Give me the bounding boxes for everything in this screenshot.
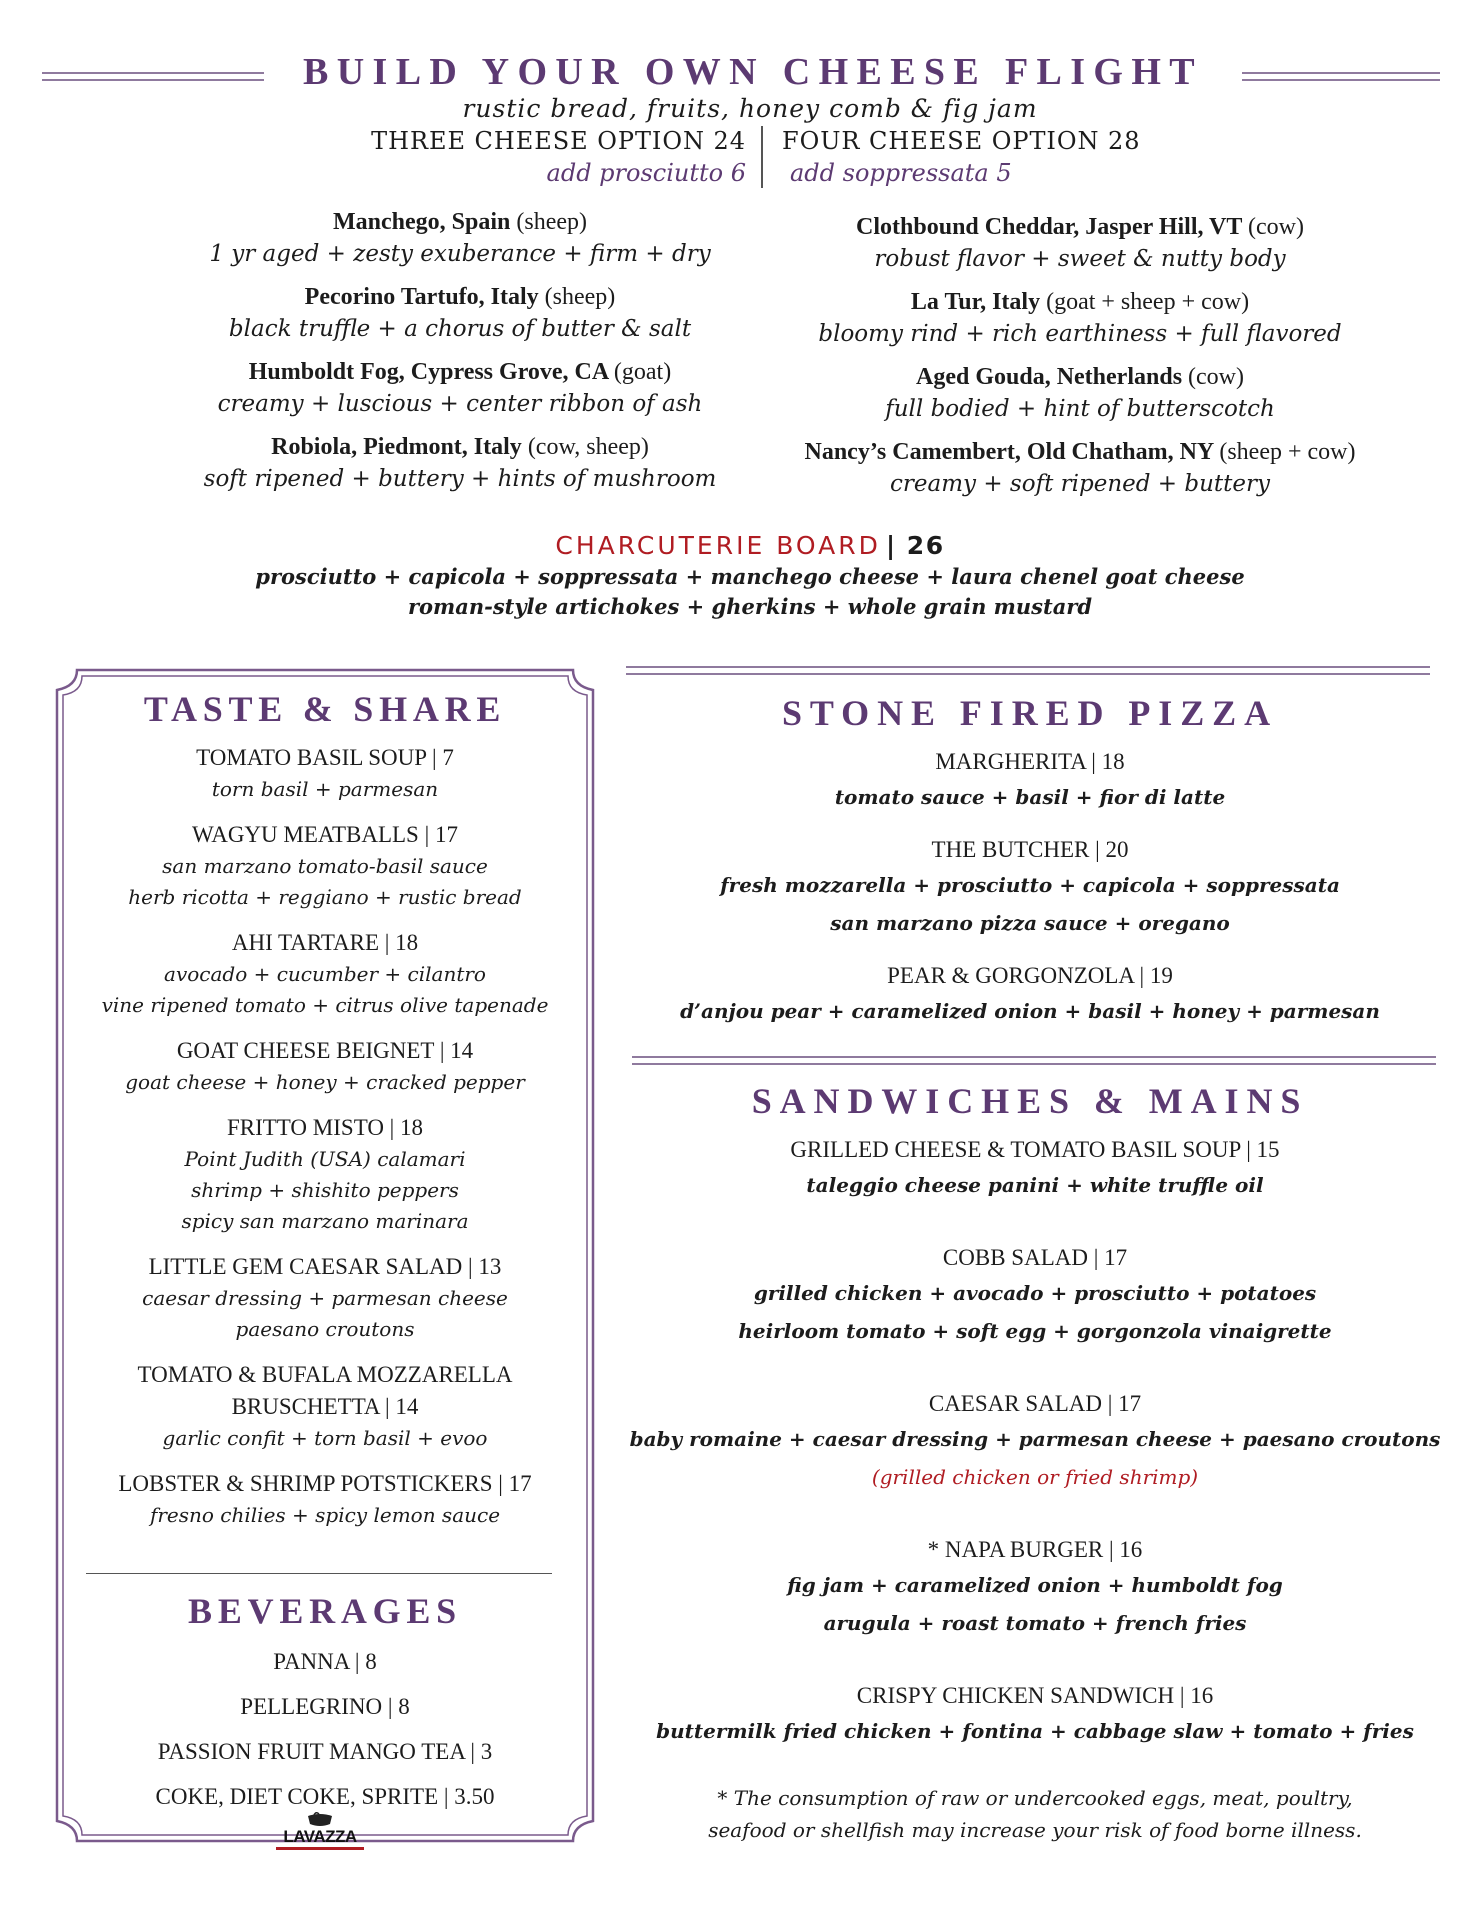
menu-item (65, 927, 585, 1021)
item-name: LITTLE GEM CAESAR SALAD | 13 (148, 1254, 502, 1279)
charcuterie-title: CHARCUTERIE BOARD (555, 531, 881, 560)
item-desc: taleggio cheese panini + white truffle oil (806, 1173, 1264, 1197)
item-desc: shrimp + shishito peppers (191, 1178, 459, 1202)
cheese-item (740, 286, 1420, 350)
cheese-title: Pecorino Tartufo, Italy (304, 284, 539, 310)
item-name: AHI TARTARE | 18 (231, 930, 419, 955)
cheese-desc: creamy + soft ripened + buttery (890, 471, 1270, 497)
cheese-desc: 1 yr aged + zesty exuberance + firm + dry (209, 241, 711, 267)
beverage-name: PASSION FRUIT MANGO TEA | 3 (157, 1739, 493, 1764)
menu-item (65, 1468, 585, 1531)
beverage-item (65, 1781, 585, 1813)
cheese-desc: creamy + luscious + center ribbon of ash (217, 391, 703, 417)
item-desc: avocado + cucumber + cilantro (164, 962, 486, 986)
cheese-title: Robiola, Piedmont, Italy (271, 434, 522, 460)
health-disclaimer-2: seafood or shellfish may increase your risk of food borne illness. (708, 1818, 1362, 1842)
menu-item (620, 1242, 1450, 1350)
cheese-name (150, 281, 770, 313)
item-desc: fig jam + caramelized onion + humboldt fog (787, 1573, 1283, 1597)
mains-title: SANDWICHES & MAINS (751, 1081, 1309, 1121)
item-name: FRITTO MISTO | 18 (226, 1115, 424, 1140)
menu-item (620, 834, 1440, 942)
item-desc: tomato sauce + basil + fior di latte (834, 785, 1226, 809)
option-divider (761, 126, 763, 188)
cheese-milk: (cow, sheep) (527, 434, 649, 460)
item-desc: caesar dressing + parmesan cheese (142, 1286, 508, 1310)
cheese-item (150, 356, 770, 420)
beverages-title: BEVERAGES (188, 1591, 462, 1631)
cheese-flight-subtitle: rustic bread, fruits, honey comb & fig jam (462, 94, 1038, 123)
lavazza-logo (270, 1812, 370, 1856)
cheese-list-right (740, 211, 1420, 500)
cheese-name (150, 206, 770, 238)
cheese-item (150, 206, 770, 270)
item-name: LOBSTER & SHRIMP POTSTICKERS | 17 (118, 1471, 532, 1496)
cheese-desc: soft ripened + buttery + hints of mushroom (203, 466, 717, 492)
item-name: THE BUTCHER | 20 (931, 837, 1129, 862)
menu-item (620, 746, 1440, 816)
cheese-item (740, 361, 1420, 425)
charcuterie-desc-1: prosciutto + capicola + soppressata + manchego cheese + laura chenel goat cheese (255, 564, 1245, 589)
cheese-milk: (goat + sheep + cow) (1046, 289, 1250, 315)
item-desc: goat cheese + honey + cracked pepper (125, 1070, 525, 1094)
item-desc: baby romaine + caesar dressing + parmesan cheese + paesano croutons (629, 1427, 1441, 1451)
cheese-title: Humboldt Fog, Cypress Grove, CA (248, 359, 608, 385)
menu-item (65, 1035, 585, 1098)
beverages-divider (86, 1573, 552, 1574)
cheese-desc: robust flavor + sweet & nutty body (874, 246, 1286, 272)
item-desc: arugula + roast tomato + french fries (823, 1611, 1247, 1635)
item-desc: buttermilk fried chicken + fontina + cabbage slaw + tomato + fries (656, 1719, 1414, 1743)
taste-share-list (65, 742, 585, 1543)
header-rule-left (42, 72, 264, 81)
item-desc: d’anjou pear + caramelized onion + basil + honey + parmesan (680, 999, 1380, 1023)
cheese-milk: (sheep) (544, 284, 616, 310)
cheese-title: La Tur, Italy (910, 289, 1041, 315)
menu-item (65, 1359, 585, 1454)
header-rule-right (1242, 72, 1440, 81)
menu-item (620, 960, 1440, 1030)
menu-item (620, 1534, 1450, 1642)
menu-item (65, 1251, 585, 1345)
menu-item (620, 1680, 1450, 1750)
item-name: TOMATO & BUFALA MOZZARELLA BRUSCHETTA | 14 (137, 1362, 513, 1419)
cheese-milk: (sheep) (516, 209, 587, 235)
item-name: PEAR & GORGONZOLA | 19 (887, 963, 1173, 988)
pizza-list (620, 746, 1440, 1042)
item-name: CRISPY CHICKEN SANDWICH | 16 (856, 1683, 1214, 1708)
item-name: MARGHERITA | 18 (935, 749, 1125, 774)
cheese-name (150, 356, 770, 388)
charcuterie-price: | 26 (885, 531, 945, 560)
beverage-name: PELLEGRINO | 8 (240, 1694, 410, 1719)
item-name: CAESAR SALAD | 17 (928, 1391, 1142, 1416)
cheese-title: Manchego, Spain (332, 209, 511, 235)
item-desc: fresh mozzarella + prosciutto + capicola + soppressata (720, 873, 1340, 897)
cheese-name (740, 286, 1420, 318)
item-name: * NAPA BURGER | 16 (927, 1537, 1143, 1562)
item-name: GRILLED CHEESE & TOMATO BASIL SOUP | 15 (790, 1137, 1280, 1162)
item-desc: san marzano tomato-basil sauce (162, 854, 488, 878)
mains-list (620, 1134, 1450, 1762)
item-name: TOMATO BASIL SOUP | 7 (196, 745, 454, 770)
item-desc: herb ricotta + reggiano + rustic bread (128, 885, 522, 909)
charcuterie-desc-2: roman-style artichokes + gherkins + whole grain mustard (407, 594, 1093, 619)
cheese-desc: full bodied + hint of butterscotch (885, 396, 1275, 422)
cheese-name (740, 436, 1420, 468)
item-name: COBB SALAD | 17 (942, 1245, 1128, 1270)
cheese-item (740, 211, 1420, 275)
cheese-list-left (150, 206, 770, 495)
cheese-milk: (cow) (1188, 364, 1244, 390)
cheese-milk: (sheep + cow) (1219, 439, 1356, 465)
cheese-title: Clothbound Cheddar, Jasper Hill, VT (856, 214, 1242, 240)
mains-top-rule (632, 1056, 1436, 1065)
cheese-item (150, 281, 770, 345)
item-desc: vine ripened tomato + citrus olive tapenade (101, 993, 549, 1017)
item-desc: fresno chilies + spicy lemon sauce (149, 1503, 501, 1527)
cup-icon (300, 1812, 340, 1828)
beverage-name: PANNA | 8 (273, 1649, 377, 1674)
item-desc: Point Judith (USA) calamari (184, 1147, 466, 1171)
item-desc: heirloom tomato + soft egg + gorgonzola vinaigrette (738, 1319, 1332, 1343)
lavazza-wordmark: LAVAZZA (283, 1827, 357, 1846)
cheese-desc: bloomy rind + rich earthiness + full flavored (818, 321, 1342, 347)
cheese-milk: (cow) (1247, 214, 1304, 240)
four-cheese-addon: add soppressata 5 (790, 159, 1012, 187)
item-desc: torn basil + parmesan (211, 777, 439, 801)
cheese-desc: black truffle + a chorus of butter & salt (228, 316, 692, 342)
beverage-item (65, 1691, 585, 1723)
beverage-item (65, 1736, 585, 1768)
menu-item (620, 1388, 1450, 1496)
pizza-title: STONE FIRED PIZZA (781, 693, 1279, 733)
cheese-milk: (goat) (613, 359, 672, 385)
beverages-list (65, 1646, 585, 1825)
item-name: GOAT CHEESE BEIGNET | 14 (176, 1038, 474, 1063)
cheese-name (740, 361, 1420, 393)
item-name: WAGYU MEATBALLS | 17 (192, 822, 458, 847)
item-desc: garlic confit + torn basil + evoo (162, 1426, 488, 1450)
beverage-name: COKE, DIET COKE, SPRITE | 3.50 (155, 1784, 495, 1809)
three-cheese-option: THREE CHEESE OPTION 24 (371, 127, 746, 155)
cheese-flight-title: BUILD YOUR OWN CHEESE FLIGHT (303, 51, 1203, 93)
cheese-title: Nancy’s Camembert, Old Chatham, NY (804, 439, 1214, 465)
three-cheese-addon: add prosciutto 6 (546, 159, 746, 187)
item-desc: san marzano pizza sauce + oregano (830, 911, 1230, 935)
pizza-top-rule (626, 666, 1430, 675)
cheese-title: Aged Gouda, Netherlands (916, 364, 1183, 390)
item-desc: spicy san marzano marinara (181, 1209, 469, 1233)
cheese-name (740, 211, 1420, 243)
cheese-item (150, 431, 770, 495)
item-desc: grilled chicken + avocado + prosciutto + potatoes (753, 1281, 1317, 1305)
beverage-item (65, 1646, 585, 1678)
health-disclaimer-1: * The consumption of raw or undercooked eggs, meat, poultry, (717, 1786, 1353, 1810)
menu-item (65, 1112, 585, 1237)
item-note: (grilled chicken or fried shrimp) (871, 1465, 1199, 1489)
menu-item (65, 742, 585, 805)
menu-item (620, 1134, 1450, 1204)
taste-share-title: TASTE & SHARE (143, 689, 507, 729)
lavazza-underline (276, 1847, 364, 1850)
item-desc: paesano croutons (235, 1317, 415, 1341)
four-cheese-option: FOUR CHEESE OPTION 28 (782, 127, 1141, 155)
cheese-name (150, 431, 770, 463)
menu-item (65, 819, 585, 913)
cheese-item (740, 436, 1420, 500)
